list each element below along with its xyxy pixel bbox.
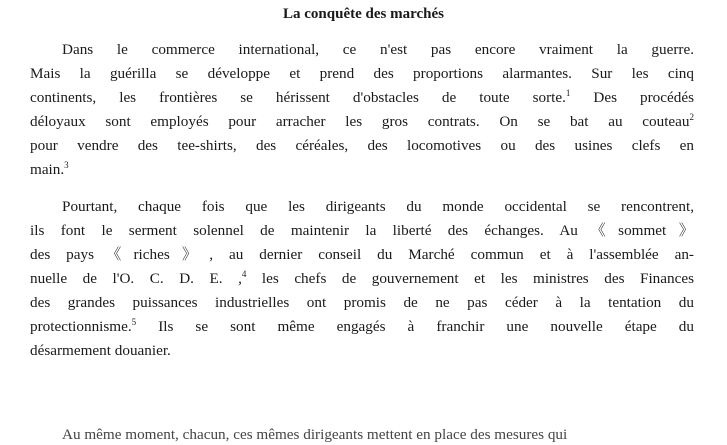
text-segment: Des procédés bbox=[570, 89, 695, 106]
text-segment: protectionnisme. bbox=[30, 318, 132, 335]
text-segment: déloyaux sont employés pour arracher les gros contrats. On se bat au couteau bbox=[30, 113, 690, 130]
article-title: La conquête des marchés bbox=[283, 6, 444, 22]
paragraph3-line1-partial: Au même moment, chacun, ces mêmes dirigeants mettent en place des mesures qui bbox=[62, 426, 568, 443]
footnote-ref-4: 4 bbox=[241, 268, 247, 279]
paragraph2-line2: ils font le serment solennel de maintenir la liberté des échanges. Au《sommet》 bbox=[30, 222, 694, 239]
text-segment: main. bbox=[30, 161, 65, 178]
paragraph2-line4 bbox=[30, 269, 694, 289]
footnote-ref-5: 5 bbox=[131, 316, 137, 327]
text-segment: nuelle de l'O. C. D. E. , bbox=[30, 270, 242, 287]
paragraph1-line6 bbox=[30, 160, 694, 180]
text-segment: les chefs de gouvernement et les ministres des Finances bbox=[246, 270, 694, 287]
paragraph1-line3 bbox=[30, 88, 694, 108]
paragraph1-line2: Mais la guérilla se développe et prend des proportions alarmantes. Sur les cinq bbox=[30, 65, 694, 82]
paragraph2-line3: des pays《riches》, au dernier conseil du Marché commun et à l'assemblée an- bbox=[30, 246, 694, 263]
text-segment: continents, les frontières se hérissent d'obstacles de toute sorte. bbox=[30, 89, 566, 106]
footnote-ref-3: 3 bbox=[64, 159, 69, 170]
text-segment: Ils se sont même engagés à franchir une nouvelle étape du bbox=[136, 318, 694, 335]
footnote-ref-2: 2 bbox=[689, 111, 694, 122]
paragraph2-line6 bbox=[30, 317, 694, 337]
paragraph1-line1: Dans le commerce international, ce n'est pas encore vraiment la guerre. bbox=[62, 41, 694, 58]
paragraph2-line5: des grandes puissances industrielles ont promis de ne pas céder à la tentation du bbox=[30, 294, 694, 311]
paragraph1-line5: pour vendre des tee-shirts, des céréales, des locomotives ou des usines clefs en bbox=[30, 137, 694, 154]
paragraph2-line1: Pourtant, chaque fois que les dirigeants du monde occidental se rencontrent, bbox=[62, 198, 694, 215]
paragraph1-line4 bbox=[30, 112, 694, 132]
footnote-ref-1: 1 bbox=[565, 87, 571, 98]
paragraph2-line7: désarmement douanier. bbox=[30, 342, 171, 359]
